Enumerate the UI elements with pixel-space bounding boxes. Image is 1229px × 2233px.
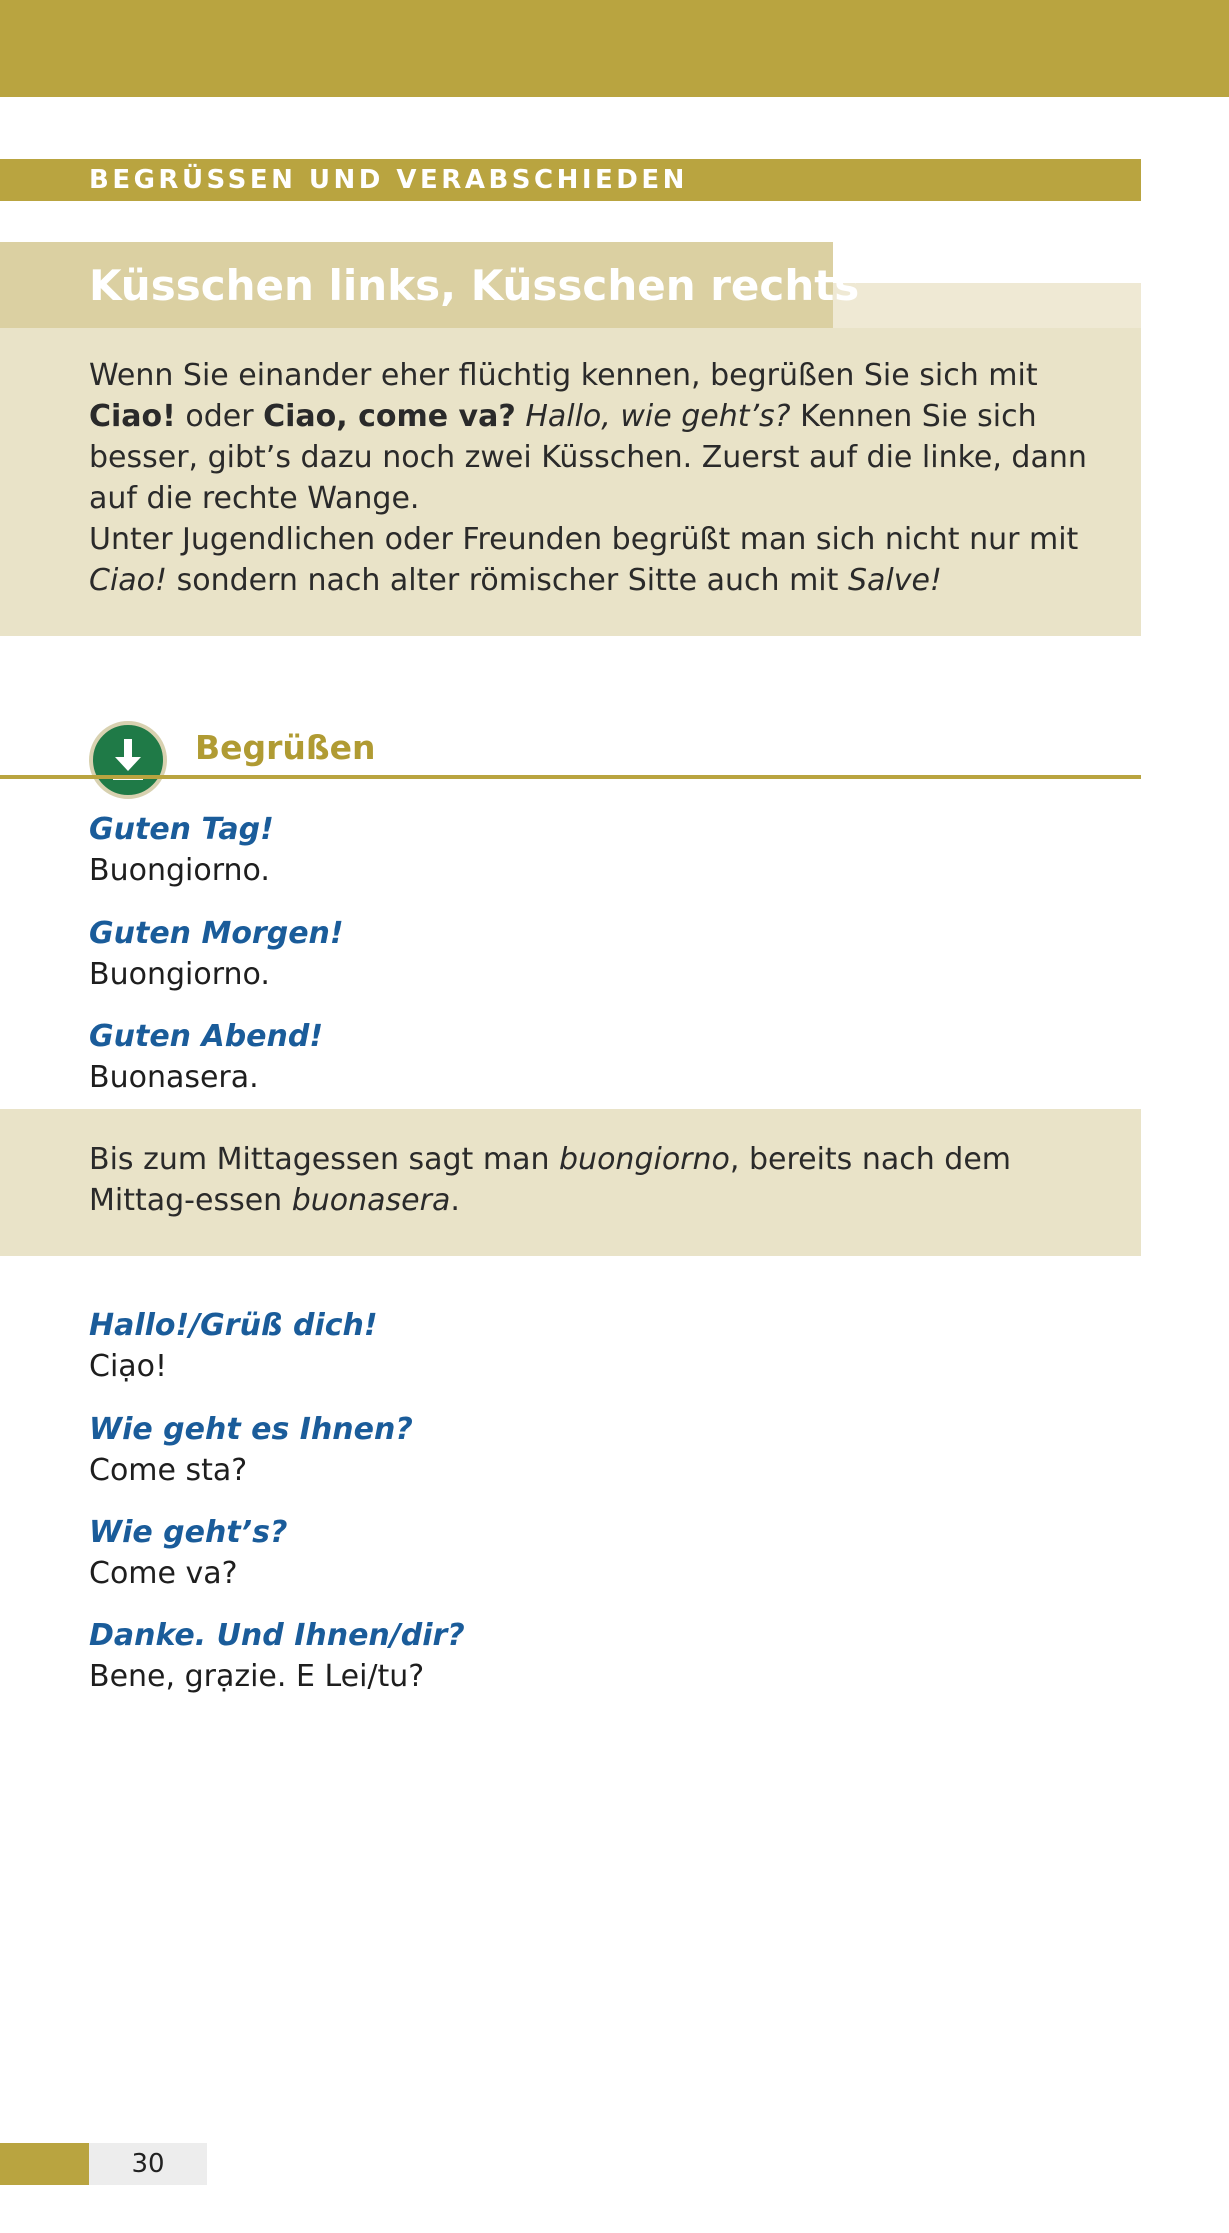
phrase-item [89, 809, 1089, 891]
phrase-german: Danke. Und Ihnen/dir? [89, 1618, 465, 1653]
page-number: 30 [89, 2143, 207, 2185]
text-run-bold: Ciao! [89, 399, 176, 434]
infobox-paragraph-2 [89, 519, 1119, 601]
phrase-item [89, 1615, 1089, 1697]
phrase-item [89, 1016, 1089, 1098]
phrase-german: Guten Abend! [89, 1019, 324, 1054]
text-run: Unter Jugendlichen oder Freunden begrüßt man sich nicht nur mit [89, 522, 1079, 557]
text-run: sondern nach alter römischer Sitte auch mit [167, 563, 848, 598]
text-run-italic: Salve! [847, 563, 942, 598]
text-run-bold: Ciao, come va? [263, 399, 516, 434]
text-run-italic: Hallo, wie geht’s? [525, 399, 791, 434]
text-run: Bis zum Mittagessen sagt man [89, 1142, 560, 1177]
text-run: . [450, 1183, 460, 1218]
infobox-title: Küsschen links, Küsschen rechts [89, 261, 860, 310]
text-run: Wenn Sie einander eher flüchtig kennen, begrüßen Sie sich mit [89, 358, 1038, 393]
phrase-italian: Come va? [89, 1556, 238, 1591]
top-color-bar [0, 0, 1229, 97]
text-run: , bereits nach dem Mittag-essen [89, 1142, 1012, 1218]
download-audio-icon[interactable] [89, 721, 167, 799]
phrase-italian: Buongiorno. [89, 853, 270, 888]
phrase-item [89, 913, 1089, 995]
phrase-item [89, 1512, 1089, 1594]
phrase-italian: Buonasera. [89, 1060, 259, 1095]
infobox-text [89, 355, 1119, 601]
text-run: Kennen Sie sich besser, gibt’s dazu noch zwei Küsschen. Zuerst auf die linke, dann auf die rechte Wange. [89, 399, 1087, 516]
phrase-italian: Bene, grạzie. E Lei/tu? [89, 1659, 425, 1694]
infobox-title-extension [833, 283, 1141, 328]
download-arrow-icon [93, 725, 163, 795]
phrase-german: Guten Tag! [89, 812, 274, 847]
subsection-title: Begrüßen [195, 728, 376, 767]
text-run: oder [175, 399, 264, 434]
phrase-italian: Come sta? [89, 1453, 248, 1488]
text-run-italic: Ciao! [89, 563, 168, 598]
text-run [516, 399, 526, 434]
text-run-italic: buonasera [291, 1183, 451, 1218]
phrase-italian: Buongiorno. [89, 957, 270, 992]
infobox-paragraph-1 [89, 355, 1119, 519]
phrase-german: Guten Morgen! [89, 916, 344, 951]
phrase-german: Wie geht es Ihnen? [89, 1412, 413, 1447]
phrase-german: Hallo!/Grüß dich! [89, 1308, 378, 1343]
subsection-divider [0, 775, 1141, 779]
page-number-accent [0, 2143, 89, 2185]
section-header: BEGRÜSSEN UND VERABSCHIEDEN [0, 159, 1141, 201]
phrase-german: Wie geht’s? [89, 1515, 288, 1550]
text-run-italic: buongiorno [559, 1142, 730, 1177]
phrase-italian: Ciạo! [89, 1349, 168, 1384]
note-text [89, 1139, 1119, 1221]
phrase-item [89, 1305, 1089, 1387]
phrase-item [89, 1409, 1089, 1491]
